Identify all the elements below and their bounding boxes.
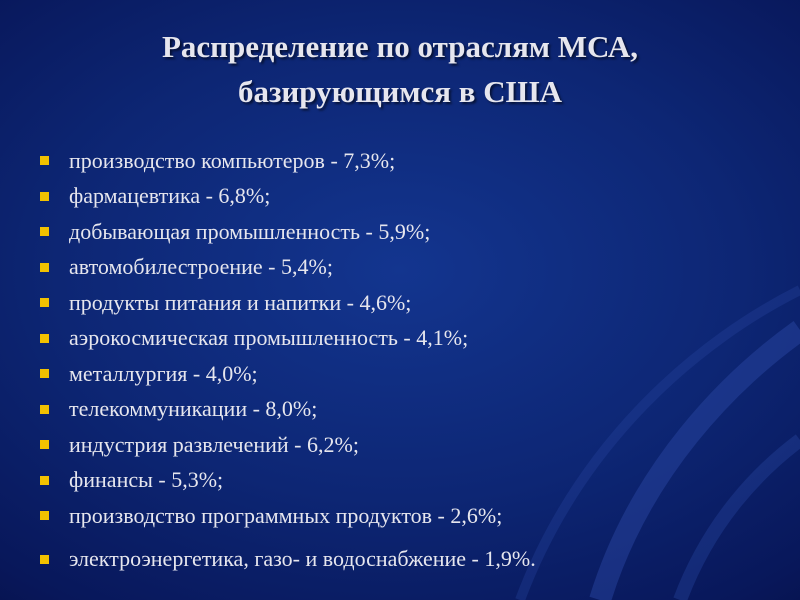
list-item xyxy=(40,285,536,321)
list-item xyxy=(40,321,536,357)
list-item xyxy=(40,542,536,578)
title-line-1: Распределение по отраслям МСА, xyxy=(161,29,639,64)
slide-title xyxy=(0,24,800,114)
square-bullet-icon xyxy=(40,156,49,165)
list-item xyxy=(40,356,536,392)
square-bullet-icon xyxy=(40,263,49,272)
list-item-text: металлургия - 4,0%; xyxy=(69,360,258,386)
list-item-text: телекоммуникации - 8,0%; xyxy=(69,396,318,422)
square-bullet-icon xyxy=(40,369,49,378)
list-item-text: аэрокосмическая промышленность - 4,1%; xyxy=(69,325,469,351)
list-item-text: электроэнергетика, газо- и водоснабжение - 1,9%. xyxy=(69,546,536,572)
square-bullet-icon xyxy=(40,298,49,307)
list-item xyxy=(40,463,536,499)
list-item-text: автомобилестроение - 5,4%; xyxy=(69,254,333,280)
list-item xyxy=(40,427,536,463)
list-item-text: добывающая промышленность - 5,9%; xyxy=(69,218,431,244)
square-bullet-icon xyxy=(40,476,49,485)
square-bullet-icon xyxy=(40,227,49,236)
title-line-2: базирующимся в США xyxy=(237,74,563,109)
list-item-text: производство программных продуктов - 2,6%; xyxy=(69,502,503,528)
list-item xyxy=(40,498,536,534)
square-bullet-icon xyxy=(40,555,49,564)
list-item-text: индустрия развлечений - 6,2%; xyxy=(69,431,359,457)
list-item-text: продукты питания и напитки - 4,6%; xyxy=(69,289,412,315)
square-bullet-icon xyxy=(40,405,49,414)
list-item-text: фармацевтика - 6,8%; xyxy=(69,183,271,209)
list-item-text: производство компьютеров - 7,3%; xyxy=(69,147,396,173)
square-bullet-icon xyxy=(40,334,49,343)
list-item xyxy=(40,250,536,286)
square-bullet-icon xyxy=(40,192,49,201)
list-item-text: финансы - 5,3%; xyxy=(69,467,224,493)
list-item xyxy=(40,214,536,250)
square-bullet-icon xyxy=(40,511,49,520)
list-item xyxy=(40,143,536,179)
square-bullet-icon xyxy=(40,440,49,449)
industry-list xyxy=(40,143,536,577)
list-item xyxy=(40,392,536,428)
list-item xyxy=(40,179,536,215)
